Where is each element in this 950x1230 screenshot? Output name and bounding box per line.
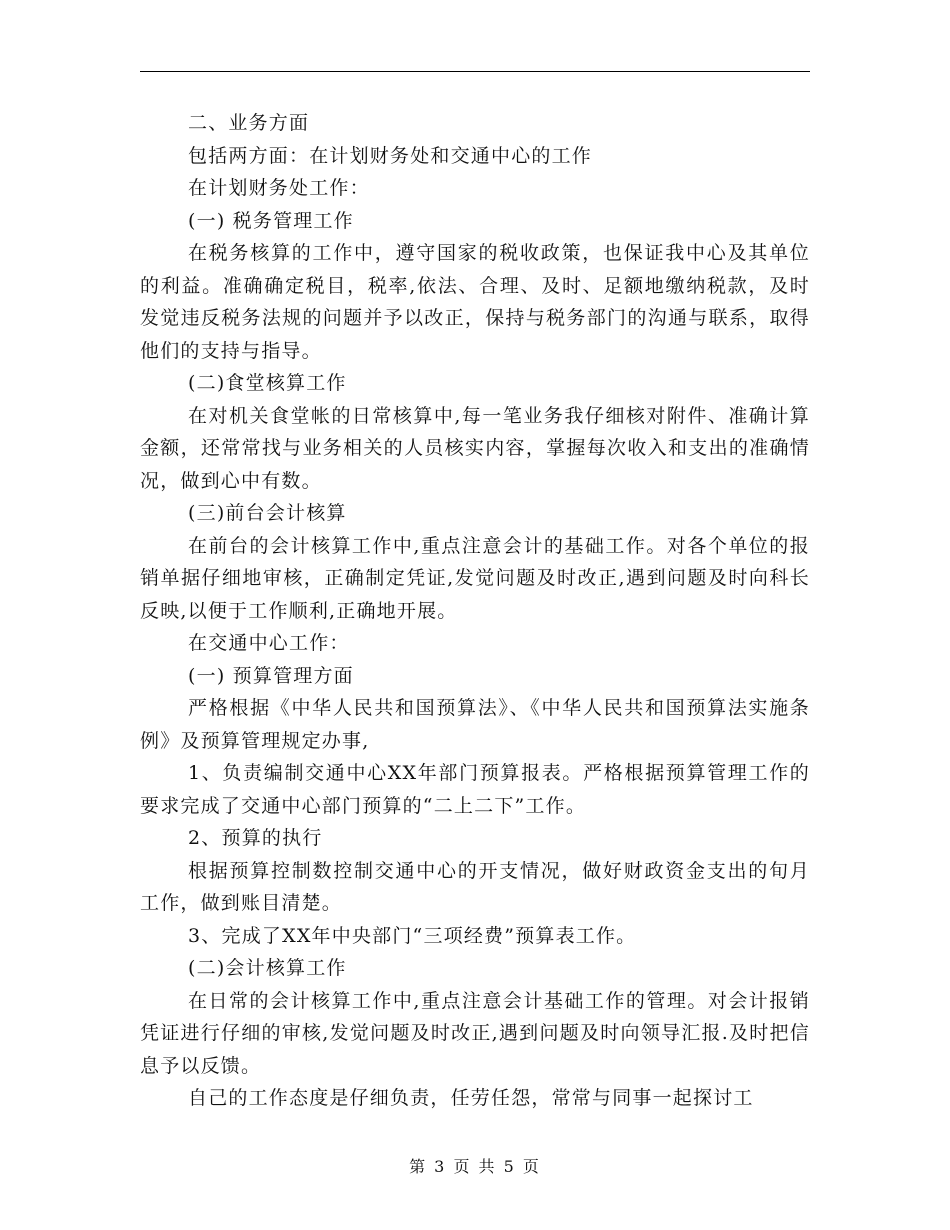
paragraph: 严格根据《中华人民共和国预算法》、《中华人民共和国预算法实施条例》及预算管理规定办事, [140, 697, 810, 752]
header-rule [140, 71, 810, 72]
paragraph: 在前台的会计核算工作中,重点注意会计的基础工作。对各个单位的报销单据仔细地审核，正确制定凭证,发觉问题及时改正,遇到问题及时向科长反映,以便于工作顺利,正确地开展。 [140, 534, 810, 622]
subsection-heading: 在计划财务处工作： [188, 177, 370, 199]
section-heading: 二、业务方面 [188, 112, 310, 134]
paragraph: 自己的工作态度是仔细负责，任劳任怨，常常与同事一起探讨工 [188, 1087, 754, 1109]
paragraph: 在日常的会计核算工作中,重点注意会计基础工作的管理。对会计报销凭证进行仔细的审核,发觉问题及时改正,遇到问题及时向领导汇报.及时把信息予以反馈。 [140, 989, 810, 1077]
paragraph: 根据预算控制数控制交通中心的开支情况，做好财政资金支出的旬月工作，做到账目清楚。 [140, 859, 810, 914]
document-body [140, 107, 810, 1115]
list-item: 1、负责编制交通中心XX年部门预算报表。严格根据预算管理工作的要求完成了交通中心部门预算的“二上二下”工作。 [140, 762, 810, 817]
item-heading: (二)食堂核算工作 [188, 372, 347, 394]
paragraph: 包括两方面：在计划财务处和交通中心的工作 [188, 144, 593, 167]
list-item: 3、完成了XX年中央部门“三项经费”预算表工作。 [188, 924, 637, 947]
subsection-heading: 在交通中心工作： [188, 632, 350, 654]
item-heading: (一) 税务管理工作 [188, 209, 354, 232]
paragraph: 在税务核算的工作中，遵守国家的税收政策，也保证我中心及其单位的利益。准确确定税目，税率,依法、合理、及时、足额地缴纳税款，及时发觉违反税务法规的问题并予以改正，保持与税务部门的沟通与联系，取得他们的支持与指导。 [140, 242, 810, 362]
item-heading: (一) 预算管理方面 [188, 664, 354, 687]
page-number-footer: 第 3 页 共 5 页 [409, 1157, 541, 1176]
list-item: 2、预算的执行 [188, 827, 323, 849]
paragraph: 在对机关食堂帐的日常核算中,每一笔业务我仔细核对附件、准确计算金额，还常常找与业务相关的人员核实内容，掌握每次收入和支出的准确情况，做到心中有数。 [140, 404, 810, 492]
item-heading: (三)前台会计核算 [188, 502, 347, 524]
item-heading: (二)会计核算工作 [188, 957, 347, 979]
